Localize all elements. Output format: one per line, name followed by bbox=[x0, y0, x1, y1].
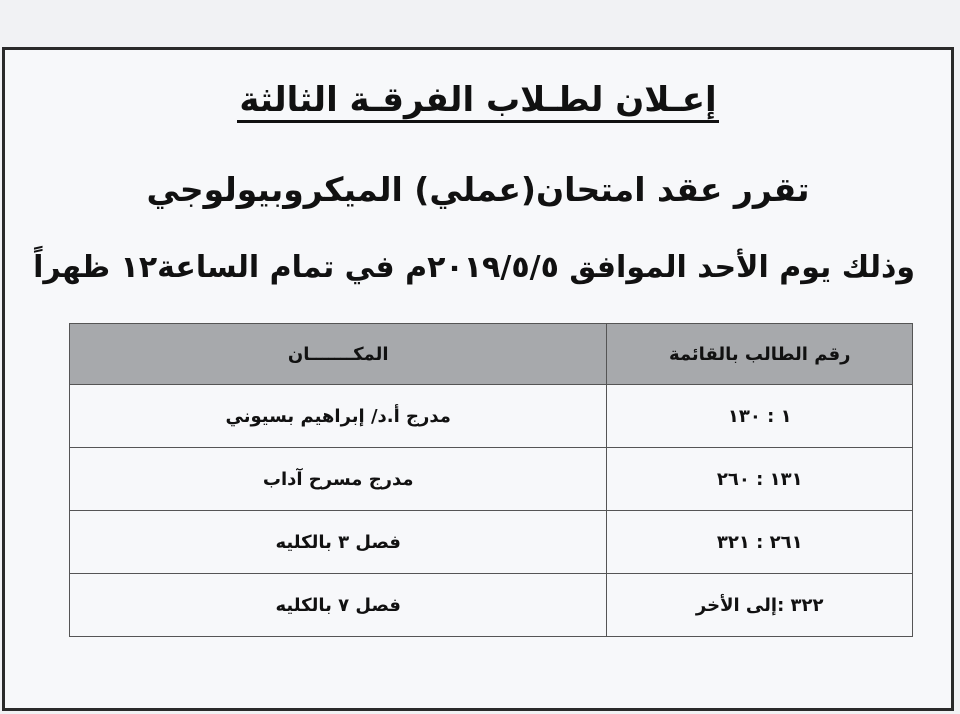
header-student-number: رقم الطالب بالقائمة bbox=[607, 324, 913, 385]
cell-place: فصل ٧ بالكليه bbox=[70, 574, 607, 637]
announcement-title bbox=[5, 80, 951, 120]
cell-place: مدرج مسرح آداب bbox=[70, 448, 607, 511]
cell-place: فصل ٣ بالكليه bbox=[70, 511, 607, 574]
cell-student-number: ٣٢٢ :إلى الأخر bbox=[607, 574, 913, 637]
announcement-title-text: إعـلان لطـلاب الفرقـة الثالثة bbox=[237, 80, 718, 123]
table-header-row bbox=[70, 324, 913, 385]
schedule-table bbox=[69, 323, 913, 637]
table-row bbox=[70, 511, 913, 574]
cell-student-number: ١٣١ : ٢٦٠ bbox=[607, 448, 913, 511]
cell-student-number: ١ : ١٣٠ bbox=[607, 385, 913, 448]
header-place: المكـــــــان bbox=[70, 324, 607, 385]
table-row bbox=[70, 448, 913, 511]
exam-line: تقرر عقد امتحان(عملي) الميكروبيولوجي bbox=[146, 170, 810, 209]
table-row bbox=[70, 385, 913, 448]
date-line: وذلك يوم الأحد الموافق ٢٠١٩/٥/٥م في تمام الساعة١٢ ظهراً bbox=[33, 250, 915, 285]
announcement-frame bbox=[2, 47, 954, 711]
cell-student-number: ٢٦١ : ٣٢١ bbox=[607, 511, 913, 574]
table-row bbox=[70, 574, 913, 637]
cell-place: مدرج أ.د/ إبراهيم بسيوني bbox=[70, 385, 607, 448]
